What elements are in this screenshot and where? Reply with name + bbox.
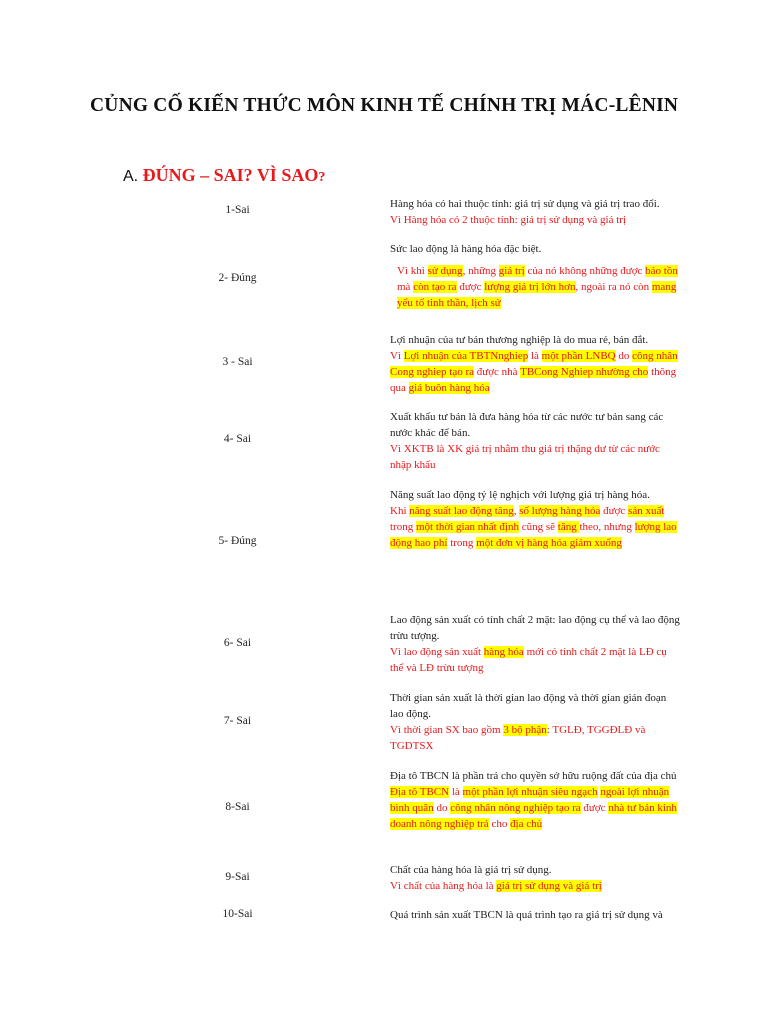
highlighted-text: lượng lao động hao phí	[390, 521, 677, 549]
statement-text: Thời gian sản xuất là thời gian lao động và thời gian gián đoạn lao động.	[390, 692, 667, 720]
section-heading-mark: ?	[318, 170, 326, 185]
explanation-run: là	[449, 786, 463, 798]
highlighted-text: giá buôn hàng hóa	[408, 382, 490, 394]
verdict-label: 8-Sai	[225, 801, 250, 813]
highlighted-text: hàng hóa	[483, 646, 524, 658]
qa-content	[390, 196, 680, 228]
statement-text: Năng suất lao động tỷ lệ nghịch với lượng giá trị hàng hóa.	[390, 489, 650, 501]
explanation-text	[390, 212, 680, 228]
verdict-label: 9-Sai	[225, 871, 250, 883]
qa-content	[390, 332, 680, 396]
verdict-label: 5- Đúng	[218, 535, 257, 547]
qa-content	[390, 241, 680, 311]
section-letter: A.	[123, 168, 139, 185]
highlighted-text: sử dụng	[427, 265, 463, 277]
explanation-run: , ngoài ra nó còn	[575, 281, 652, 293]
explanation-text	[390, 348, 680, 396]
highlighted-text: bảo tồn	[645, 265, 678, 277]
page-title: CỦNG CỐ KIẾN THỨC MÔN KINH TẾ CHÍNH TRỊ MÁC-LÊNIN	[90, 95, 679, 116]
explanation-run: cho	[488, 818, 511, 830]
highlighted-text: địa chủ	[510, 818, 543, 830]
explanation-text	[390, 503, 680, 551]
highlighted-text: mang yếu tố tinh thần, lịch sử	[397, 281, 677, 309]
highlighted-text: một phần LNBQ	[541, 350, 616, 362]
explanation-run: do	[615, 350, 633, 362]
explanation-run: Vì XKTB là XK giá trị nhằm thu giá trị thặng dư từ các nước nhập khẩu	[390, 443, 660, 471]
explanation-run: Vì khi	[397, 265, 428, 277]
highlighted-text: tăng	[557, 521, 580, 533]
explanation-text	[390, 784, 680, 832]
qa-content	[390, 768, 680, 832]
highlighted-text: công nhân Cong nghiep tạo ra	[390, 350, 678, 378]
explanation-text	[390, 441, 680, 473]
highlighted-text: một phần lợi nhuận siêu ngạch	[462, 786, 598, 798]
verdict-label: 7- Sai	[223, 715, 252, 727]
highlighted-text: năng suất lao động tăng	[409, 505, 514, 517]
highlighted-text: một đơn vị hàng hóa giảm xuống	[476, 537, 622, 549]
explanation-run: do	[433, 802, 451, 814]
highlighted-text: nhà tư bản kinh doanh nông nghiệp trả	[390, 802, 677, 830]
explanation-run: Vì chất của hàng hóa là	[390, 880, 497, 892]
highlighted-text: TBCong Nghiep nhường cho	[520, 366, 649, 378]
statement-text: Quá trình sản xuất TBCN là quá trình tạo ra giá trị sử dụng và	[390, 909, 663, 921]
explanation-run: thông qua	[390, 366, 677, 394]
explanation-run: được	[600, 505, 629, 517]
highlighted-text: Lợi nhuận của TBTNnghiep	[403, 350, 529, 362]
explanation-run: Vì lao động sản xuất	[390, 646, 484, 658]
highlighted-text: giá trị sử dụng và giá trị	[496, 880, 602, 892]
verdict-label: 10-Sai	[222, 908, 253, 920]
explanation-run: trong	[390, 521, 416, 533]
explanation-run: Vì thời gian SX bao gồm	[390, 724, 504, 736]
statement-text: Sức lao động là hàng hóa đặc biệt.	[390, 243, 542, 255]
highlighted-text: công nhân nông nghiệp tạo ra	[450, 802, 581, 814]
explanation-run: theo, nhưng	[579, 521, 635, 533]
explanation-run: được	[456, 281, 485, 293]
statement-text: Địa tô TBCN là phần trả cho quyền sở hữu ruộng đất của địa chủ	[390, 770, 677, 782]
explanation-run: là	[528, 350, 542, 362]
highlighted-text: Địa tô TBCN	[390, 786, 450, 798]
explanation-run: : TGLĐ, TGGĐLĐ và TGDTSX	[390, 724, 646, 752]
qa-content	[390, 690, 680, 754]
verdict-label: 1-Sai	[225, 204, 250, 216]
verdict-label: 6- Sai	[223, 637, 252, 649]
explanation-text	[390, 722, 680, 754]
highlighted-text: giá trị	[498, 265, 525, 277]
qa-content	[390, 907, 680, 923]
qa-content	[390, 409, 680, 473]
explanation-run: được	[580, 802, 609, 814]
statement-text: Xuất khẩu tư bản là đưa hàng hóa từ các nước tư bản sang các nước khác để bán.	[390, 411, 664, 439]
explanation-run: Vì Hàng hóa có 2 thuộc tính: giá trị sử dụng và giá trị	[390, 214, 627, 226]
section-heading	[123, 162, 325, 191]
qa-content	[390, 487, 680, 551]
section-heading-text: ĐÚNG – SAI? VÌ SAO	[142, 165, 319, 185]
explanation-run: , những	[462, 265, 499, 277]
highlighted-text: còn tạo ra	[413, 281, 457, 293]
statement-text: Lợi nhuận của tư bản thương nghiệp là do mua rẻ, bán đắt.	[390, 334, 649, 346]
highlighted-text: lượng giá trị lớn hơn	[484, 281, 576, 293]
highlighted-text: ngoài lợi nhuận bình quân	[390, 786, 670, 814]
explanation-run: mà	[397, 281, 414, 293]
explanation-text	[390, 878, 680, 894]
explanation-run: Khi	[390, 505, 410, 517]
explanation-run: trong	[447, 537, 477, 549]
highlighted-text: sản xuất	[628, 505, 665, 517]
verdict-label: 3 - Sai	[222, 356, 253, 368]
statement-text: Chất của hàng hóa là giá trị sử dụng.	[390, 864, 552, 876]
verdict-label: 4- Sai	[223, 433, 252, 445]
highlighted-text: một thời gian nhất định	[415, 521, 519, 533]
statement-text: Hàng hóa có hai thuộc tính: giá trị sử dụng và giá trị trao đổi.	[390, 198, 660, 210]
statement-text: Lao động sản xuất có tính chất 2 mặt: lao động cụ thể và lao động trừu tượng.	[390, 614, 680, 642]
highlighted-text: số lượng hàng hóa	[519, 505, 601, 517]
explanation-run: ,	[513, 505, 520, 517]
explanation-text	[390, 644, 680, 676]
verdict-label: 2- Đúng	[218, 272, 257, 284]
qa-content	[390, 862, 680, 894]
explanation-run: mới có tính chất 2 mặt là LĐ cụ thể và LĐ trừu tượng	[390, 646, 667, 674]
explanation-text	[390, 263, 680, 311]
highlighted-text: 3 bộ phận	[503, 724, 547, 736]
explanation-run: của nó không những được	[524, 265, 646, 277]
explanation-run: được nhà	[474, 366, 521, 378]
explanation-run: Vì	[390, 350, 404, 362]
qa-content	[390, 612, 680, 676]
explanation-run: cũng sẽ	[518, 521, 558, 533]
